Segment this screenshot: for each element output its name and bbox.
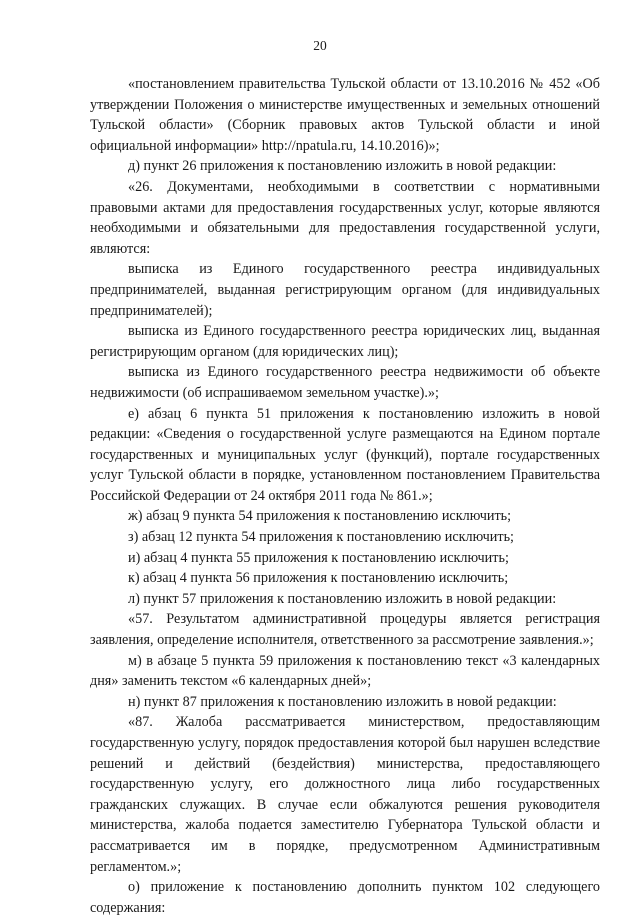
- paragraph-item-k: к) абзац 4 пункта 56 приложения к постановлению исключить;: [128, 570, 509, 587]
- paragraph-extract-entrepreneurs: выписка из Единого государственного реестра индивидуальных предпринимателей, выданная регистрирующим органом (для индивидуальных предпринимателей);: [90, 261, 600, 319]
- document-body: [90, 74, 600, 918]
- paragraph-extract-real-estate: выписка из Единого государственного реестра недвижимости об объекте недвижимости (об испрашиваемом земельном участке).»;: [90, 364, 600, 401]
- paragraph-item-e: е) абзац 6 пункта 51 приложения к постановлению изложить в новой редакции: «Сведения о государственной услуге размещаются на Едином портале государственных и муниципальных услуг (функций), портале государственных услуг Тульской области в порядке, установленном постановлением Правительства Российской Федерации от 24 октября 2011 года № 861.»;: [90, 405, 600, 504]
- paragraph-item-d: д) пункт 26 приложения к постановлению изложить в новой редакции:: [128, 158, 557, 175]
- paragraph-point-87: «87. Жалоба рассматривается министерством, предоставляющим государственную услугу, порядок предоставления которой был нарушен вследствие решений и действий (бездействия) министерства, предоставляющего государственную услугу, его должностного лица либо государственных гражданских служащих. В случае если обжалуются решения руководителя министерства, жалоба подается заместителю Губернатора Тульской области и рассматривается им в порядке, предусмотренном Административным регламентом.»;: [90, 714, 600, 875]
- paragraph-item-z: з) абзац 12 пункта 54 приложения к постановлению исключить;: [128, 529, 514, 546]
- paragraph-resolution-reference: «постановлением правительства Тульской области от 13.10.2016 № 452 «Об утверждении Положения о министерстве имущественных и земельных отношений Тульской области» (Сборник правовых актов Тульской области и иной официальной информации» http://npatula.ru, 14.10.2016)»;: [90, 76, 600, 154]
- paragraph-point-57: «57. Результатом административной процедуры является регистрация заявления, определение исполнителя, ответственного за рассмотрение заявления.»;: [90, 611, 600, 649]
- paragraph-extract-legal-entities: выписка из Единого государственного реестра юридических лиц, выданная регистрирующим органом (для юридических лиц);: [90, 323, 600, 360]
- paragraph-item-n: н) пункт 87 приложения к постановлению изложить в новой редакции:: [128, 693, 557, 710]
- paragraph-item-i: и) абзац 4 пункта 55 приложения к постановлению исключить;: [128, 549, 509, 566]
- paragraph-item-l: л) пункт 57 приложения к постановлению изложить в новой редакции:: [128, 590, 557, 607]
- paragraph-item-zh: ж) абзац 9 пункта 54 приложения к постановлению исключить;: [128, 508, 512, 525]
- paragraph-item-o: о) приложение к постановлению дополнить пунктом 102 следующего содержания:: [90, 879, 600, 916]
- paragraph-item-m: м) в абзаце 5 пункта 59 приложения к постановлению текст «3 календарных дня» заменить текстом «6 календарных дней»;: [90, 652, 600, 690]
- page-number: 20: [313, 38, 327, 53]
- paragraph-point-26: «26. Документами, необходимыми в соответствии с нормативными правовыми актами для предоставления государственных услуг, которые являются необходимыми и обязательными для предоставления государственной услуги, являются:: [90, 178, 600, 257]
